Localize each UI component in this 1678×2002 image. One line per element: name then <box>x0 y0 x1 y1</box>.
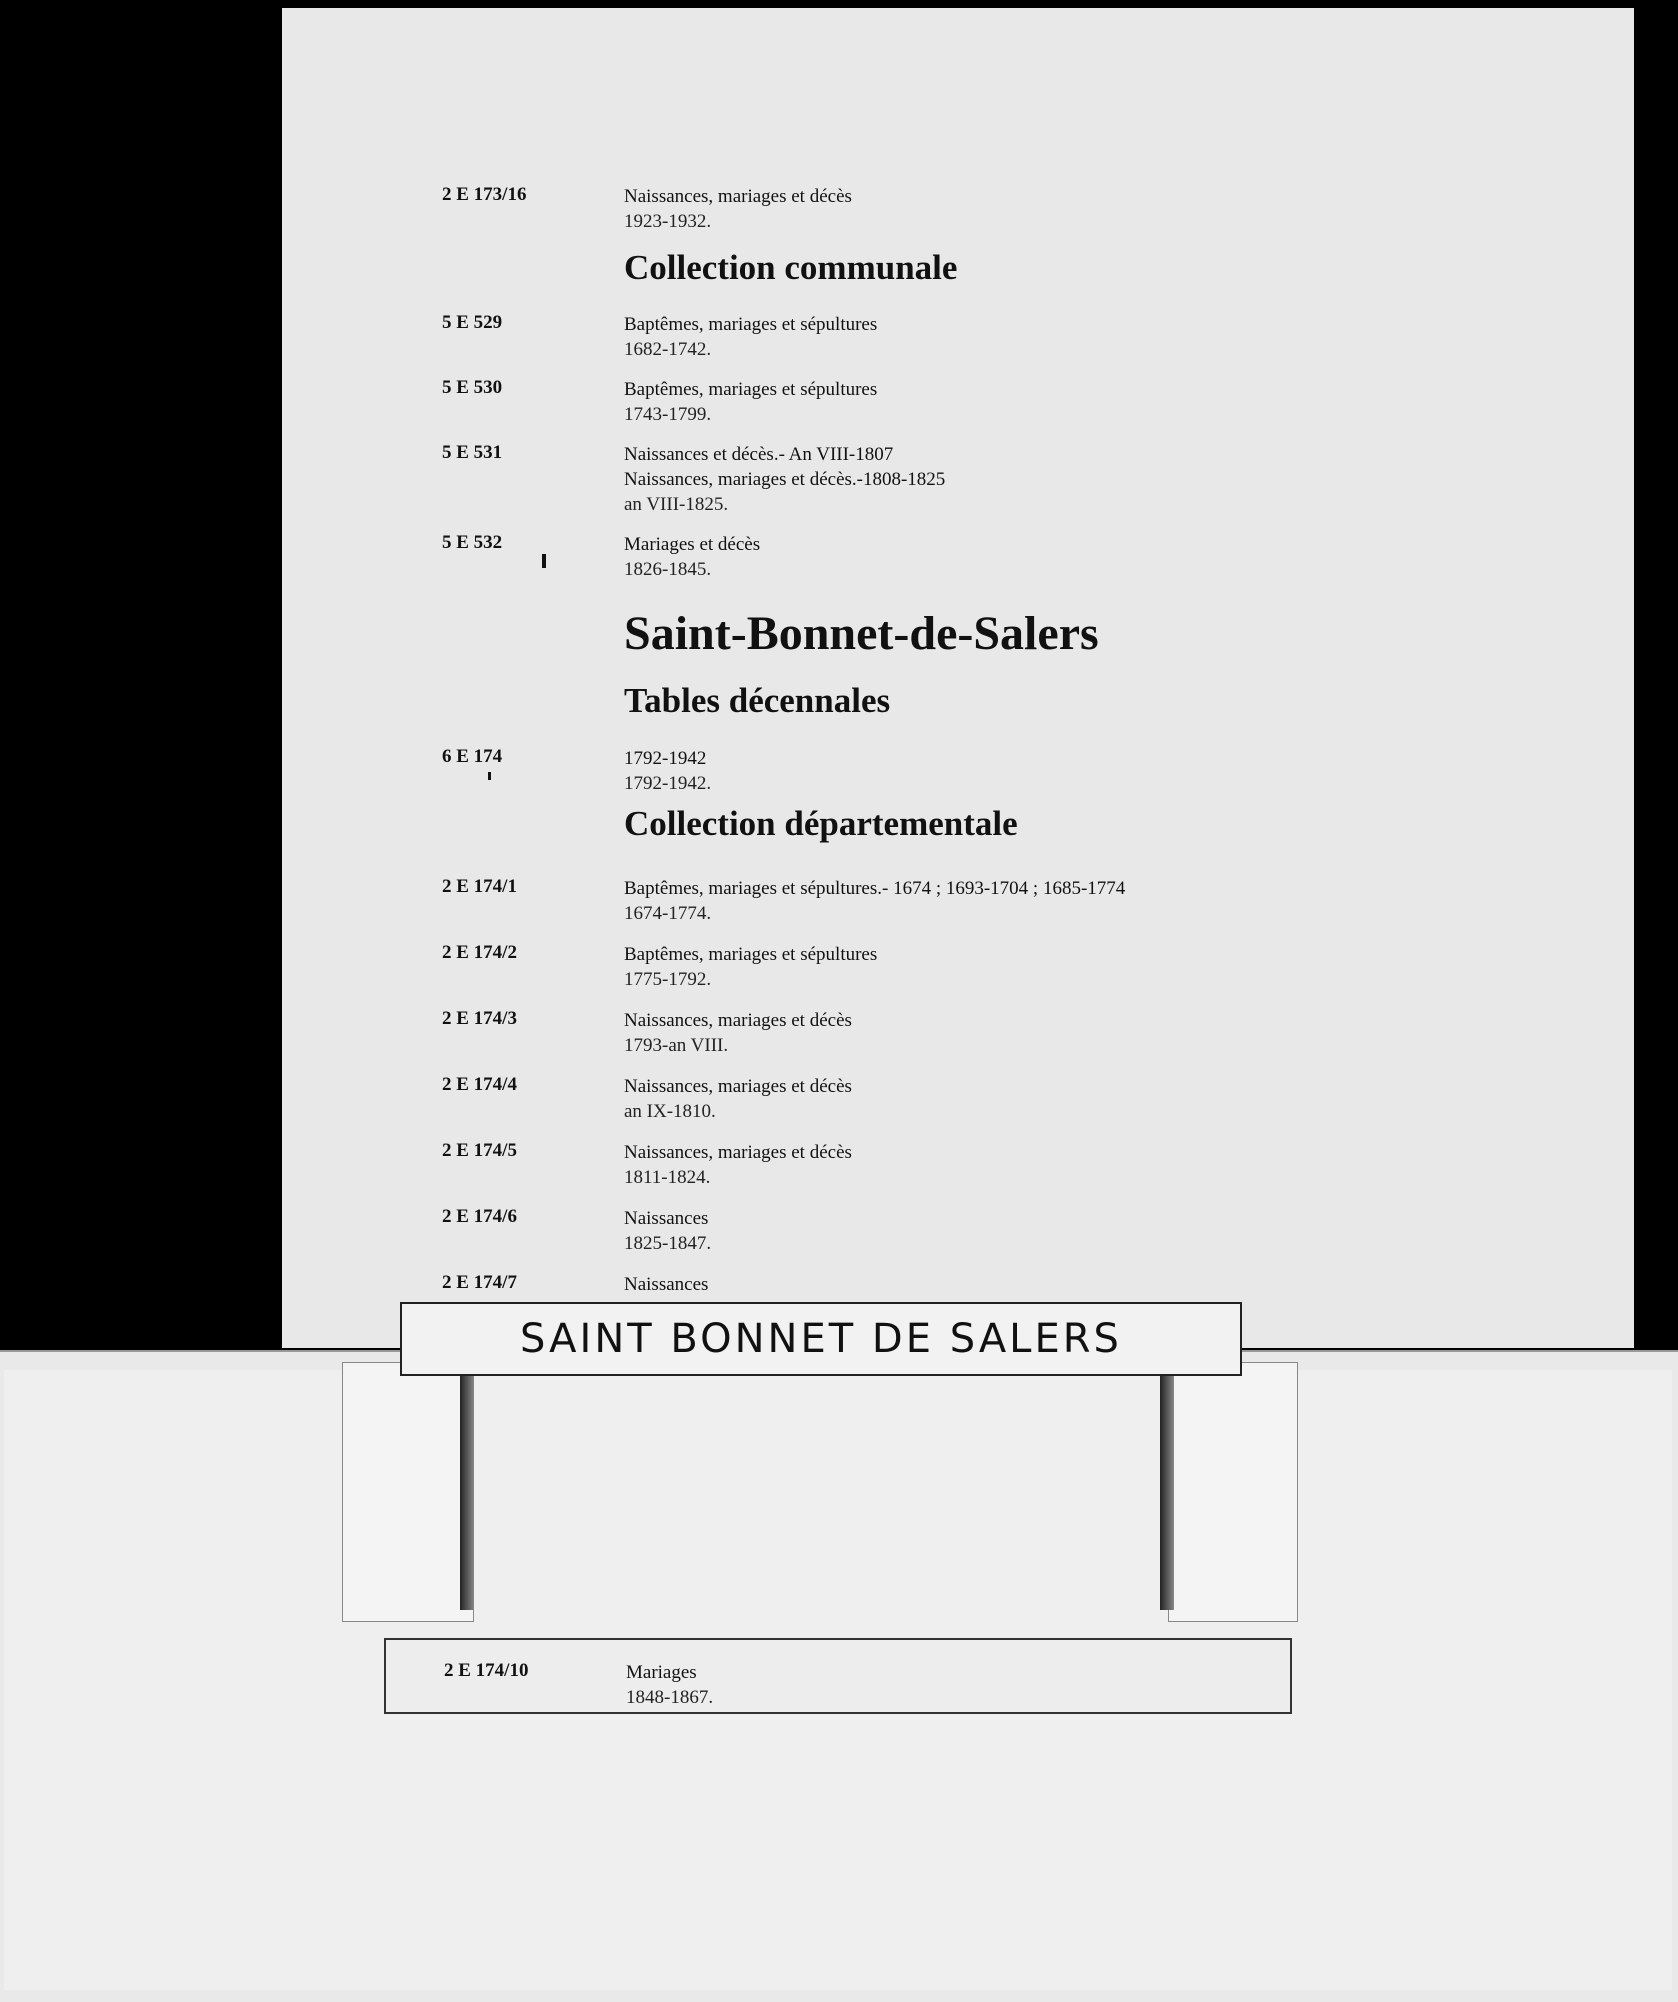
entry-code: 2 E 174/3 <box>442 1008 517 1029</box>
entry-code: 2 E 174/1 <box>442 876 517 897</box>
folder-strap-right <box>1168 1362 1298 1622</box>
entry-code: 5 E 530 <box>442 377 503 398</box>
entry-description: Baptêmes, mariages et sépultures 1743-1799. <box>624 379 878 425</box>
entry-code: 2 E 174/7 <box>442 1272 517 1293</box>
entry-code: 5 E 531 <box>442 442 503 463</box>
entry-code: 2 E 174/6 <box>442 1206 517 1227</box>
entry-code: 5 E 529 <box>442 312 503 333</box>
folder-strap-left <box>342 1362 474 1622</box>
entry-description: Naissances, mariages et décès 1793-an VIII. <box>624 1010 852 1056</box>
entry-description: Baptêmes, mariages et sépultures 1682-1742. <box>624 314 878 360</box>
folder-label <box>400 1302 1242 1376</box>
ink-speck <box>542 554 546 568</box>
heading-collection-communale: Collection communale <box>624 248 958 287</box>
entry-description: Baptêmes, mariages et sépultures.- 1674 ; 1693-1704 ; 1685-1774 1674-1774. <box>624 878 1126 924</box>
entry-description: Naissances <box>624 1274 709 1295</box>
archive-page <box>282 8 1634 1348</box>
entry-code: 2 E 174/5 <box>442 1140 517 1161</box>
heading-commune: Saint-Bonnet-de-Salers <box>624 607 1099 660</box>
slip-description: Mariages 1848-1867. <box>626 1662 714 1708</box>
entry-description: Naissances, mariages et décès 1923-1932. <box>624 186 852 232</box>
entry-description: Naissances, mariages et décès an IX-1810. <box>624 1076 852 1122</box>
entry-description: Naissances et décès.- An VIII-1807 Naissances, mariages et décès.-1808-1825 an VIII-1825. <box>624 444 946 515</box>
entry-code: 6 E 174 <box>442 746 503 767</box>
index-slip <box>384 1638 1292 1714</box>
entry-code: 2 E 173/16 <box>442 184 527 205</box>
entry-code: 5 E 532 <box>442 532 503 553</box>
entry-description: Mariages et décès 1826-1845. <box>624 534 761 580</box>
folder-label-text: SAINT BONNET DE SALERS <box>520 1316 1122 1362</box>
heading-collection-departementale: Collection départementale <box>624 804 1018 843</box>
strap-shadow-right <box>1160 1370 1174 1610</box>
entry-description: Naissances, mariages et décès 1811-1824. <box>624 1142 852 1188</box>
slip-code: 2 E 174/10 <box>444 1660 529 1681</box>
ink-speck <box>488 772 491 780</box>
entry-code: 2 E 174/4 <box>442 1074 517 1095</box>
heading-tables-decennales: Tables décennales <box>624 681 891 720</box>
entry-code: 2 E 174/2 <box>442 942 517 963</box>
entry-description: Naissances 1825-1847. <box>624 1208 712 1254</box>
strap-shadow-left <box>460 1370 474 1610</box>
entry-description: Baptêmes, mariages et sépultures 1775-1792. <box>624 944 878 990</box>
entry-description: 1792-1942 1792-1942. <box>624 748 712 794</box>
